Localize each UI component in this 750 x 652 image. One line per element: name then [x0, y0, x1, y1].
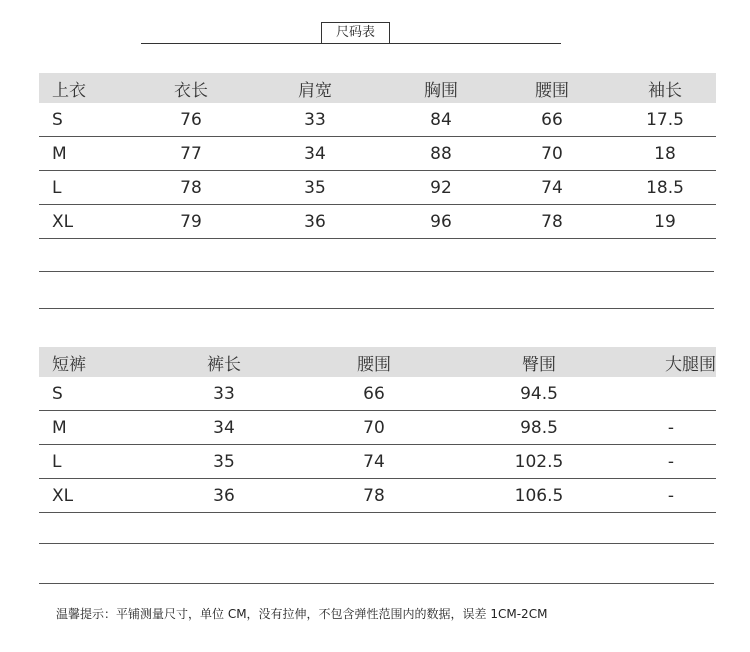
page-title: 尺码表: [321, 22, 390, 44]
size-cell: M: [52, 417, 67, 438]
size-cell: XL: [52, 485, 74, 506]
table-cell: 33: [213, 383, 235, 404]
header-cell: 袖长: [648, 80, 682, 101]
table-cell: 84: [430, 109, 452, 130]
header-cell: 短裤: [52, 354, 86, 375]
table-cell: 78: [541, 211, 563, 232]
divider: [39, 271, 714, 272]
table-cell: 94.5: [520, 383, 558, 404]
size-cell: S: [52, 109, 63, 130]
table-row: [39, 103, 716, 137]
table-cell: 88: [430, 143, 452, 164]
table-cell: 76: [180, 109, 202, 130]
table-row: [39, 479, 716, 513]
size-cell: L: [52, 451, 62, 472]
table-cell: 34: [304, 143, 326, 164]
divider: [39, 308, 714, 309]
header-cell: 裤长: [207, 354, 241, 375]
table-cell: 78: [180, 177, 202, 198]
table-cell: 106.5: [514, 485, 564, 506]
tops-size-table: [39, 73, 716, 239]
size-cell: M: [52, 143, 67, 164]
table-cell: 74: [541, 177, 563, 198]
table-row: [39, 445, 716, 479]
table-cell: 34: [213, 417, 235, 438]
table-cell: 77: [180, 143, 202, 164]
table-cell: 19: [654, 211, 676, 232]
table-cell: -: [667, 485, 675, 506]
table-cell: 78: [363, 485, 385, 506]
table-cell: 98.5: [520, 417, 558, 438]
table-header: [39, 73, 716, 103]
table-cell: 79: [180, 211, 202, 232]
divider: [39, 543, 714, 544]
table-cell: 66: [541, 109, 563, 130]
header-cell: 上衣: [52, 80, 86, 101]
table-row: [39, 377, 716, 411]
table-cell: 96: [430, 211, 452, 232]
table-cell: 18: [654, 143, 676, 164]
table-cell: 36: [213, 485, 235, 506]
table-cell: 35: [213, 451, 235, 472]
table-cell: 18.5: [646, 177, 684, 198]
header-cell: 肩宽: [298, 80, 332, 101]
table-row: [39, 137, 716, 171]
size-cell: L: [52, 177, 62, 198]
table-cell: 66: [363, 383, 385, 404]
table-row: [39, 411, 716, 445]
table-cell: 35: [304, 177, 326, 198]
header-cell: 臀围: [522, 354, 556, 375]
header-cell: 胸围: [424, 80, 458, 101]
table-cell: 70: [363, 417, 385, 438]
table-cell: 70: [541, 143, 563, 164]
header-cell: 大腿围: [665, 354, 716, 375]
table-cell: 102.5: [514, 451, 564, 472]
table-cell: -: [667, 451, 675, 472]
size-cell: XL: [52, 211, 74, 232]
table-cell: 17.5: [646, 109, 684, 130]
divider: [39, 583, 714, 584]
table-cell: 33: [304, 109, 326, 130]
shorts-size-table: [39, 347, 716, 513]
table-cell: -: [667, 417, 675, 438]
table-cell: 36: [304, 211, 326, 232]
table-cell: [626, 377, 716, 410]
size-cell: S: [52, 383, 63, 404]
header-cell: 腰围: [535, 80, 569, 101]
header-cell: 衣长: [174, 80, 208, 101]
header-cell: 腰围: [357, 354, 391, 375]
measurement-note: 温馨提示：平铺测量尺寸，单位 CM，没有拉伸，不包含弹性范围内的数据，误差 1CM-2CM: [56, 607, 548, 621]
table-row: [39, 171, 716, 205]
table-cell: 74: [363, 451, 385, 472]
table-cell: 92: [430, 177, 452, 198]
table-row: [39, 205, 716, 239]
table-header: [39, 347, 716, 377]
